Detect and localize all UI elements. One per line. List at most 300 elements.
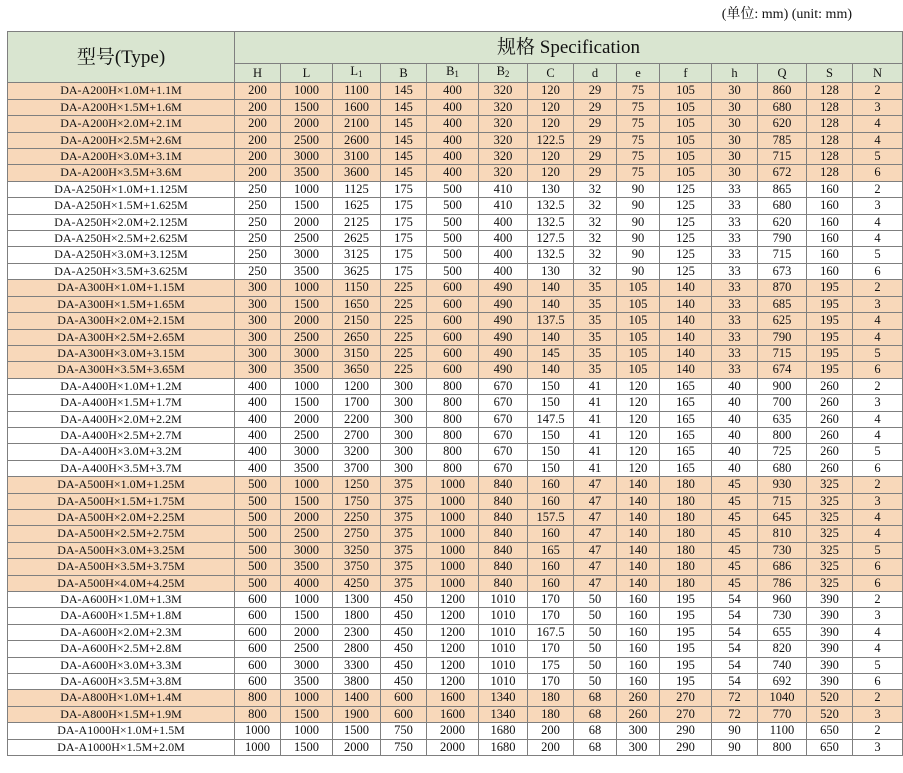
value-cell: 3 [853, 198, 903, 214]
value-cell: 35 [574, 362, 617, 378]
value-cell: 5 [853, 247, 903, 263]
table-row [8, 641, 903, 657]
value-cell: 40 [712, 378, 758, 394]
value-cell: 180 [660, 509, 712, 525]
header-row-1 [8, 32, 903, 64]
value-cell: 390 [807, 592, 853, 608]
model-cell: DA-A300H×2.0M+2.15M [8, 313, 235, 329]
value-cell: 2000 [281, 313, 333, 329]
value-cell: 400 [427, 132, 479, 148]
value-cell: 490 [479, 296, 528, 312]
value-cell: 32 [574, 231, 617, 247]
value-cell: 1340 [479, 706, 528, 722]
value-cell: 3750 [333, 559, 381, 575]
value-cell: 30 [712, 83, 758, 99]
value-cell: 375 [381, 477, 427, 493]
value-cell: 165 [660, 444, 712, 460]
value-cell: 120 [617, 460, 660, 476]
value-cell: 1010 [479, 624, 528, 640]
value-cell: 54 [712, 592, 758, 608]
value-cell: 5 [853, 542, 903, 558]
value-cell: 770 [758, 706, 807, 722]
value-cell: 200 [528, 723, 574, 739]
value-cell: 520 [807, 706, 853, 722]
value-cell: 740 [758, 657, 807, 673]
model-cell: DA-A500H×3.0M+3.25M [8, 542, 235, 558]
value-cell: 500 [235, 542, 281, 558]
model-cell: DA-A500H×2.0M+2.25M [8, 509, 235, 525]
value-cell: 3000 [281, 345, 333, 361]
value-cell: 40 [712, 395, 758, 411]
table-row [8, 444, 903, 460]
value-cell: 325 [807, 493, 853, 509]
value-cell: 4 [853, 509, 903, 525]
column-header-subscript: 1 [454, 69, 459, 79]
value-cell: 40 [712, 411, 758, 427]
value-cell: 122.5 [528, 132, 574, 148]
value-cell: 29 [574, 165, 617, 181]
table-row [8, 198, 903, 214]
value-cell: 260 [807, 378, 853, 394]
value-cell: 1000 [281, 592, 333, 608]
value-cell: 41 [574, 411, 617, 427]
value-cell: 195 [807, 345, 853, 361]
value-cell: 90 [617, 263, 660, 279]
model-cell: DA-A600H×2.0M+2.3M [8, 624, 235, 640]
value-cell: 270 [660, 706, 712, 722]
value-cell: 670 [479, 427, 528, 443]
value-cell: 4 [853, 427, 903, 443]
value-cell: 128 [807, 149, 853, 165]
model-cell: DA-A250H×1.0M+1.125M [8, 181, 235, 197]
value-cell: 2000 [427, 723, 479, 739]
value-cell: 140 [660, 313, 712, 329]
value-cell: 400 [479, 247, 528, 263]
column-header [758, 64, 807, 83]
value-cell: 3600 [333, 165, 381, 181]
value-cell: 75 [617, 116, 660, 132]
value-cell: 165 [660, 378, 712, 394]
value-cell: 145 [528, 345, 574, 361]
value-cell: 840 [479, 542, 528, 558]
value-cell: 3250 [333, 542, 381, 558]
value-cell: 300 [381, 378, 427, 394]
value-cell: 68 [574, 690, 617, 706]
value-cell: 45 [712, 575, 758, 591]
value-cell: 35 [574, 280, 617, 296]
value-cell: 170 [528, 592, 574, 608]
value-cell: 400 [427, 99, 479, 115]
value-cell: 54 [712, 674, 758, 690]
value-cell: 673 [758, 263, 807, 279]
value-cell: 127.5 [528, 231, 574, 247]
value-cell: 120 [528, 99, 574, 115]
value-cell: 4 [853, 313, 903, 329]
value-cell: 700 [758, 395, 807, 411]
value-cell: 165 [528, 542, 574, 558]
value-cell: 157.5 [528, 509, 574, 525]
table-row [8, 690, 903, 706]
column-header-label: e [635, 65, 641, 80]
table-row [8, 460, 903, 476]
value-cell: 600 [427, 362, 479, 378]
value-cell: 160 [528, 477, 574, 493]
value-cell: 620 [758, 214, 807, 230]
value-cell: 1400 [333, 690, 381, 706]
value-cell: 128 [807, 132, 853, 148]
column-header-label: B [446, 64, 455, 78]
value-cell: 1100 [758, 723, 807, 739]
table-row [8, 345, 903, 361]
value-cell: 32 [574, 198, 617, 214]
value-cell: 160 [617, 608, 660, 624]
value-cell: 840 [479, 493, 528, 509]
value-cell: 105 [617, 329, 660, 345]
value-cell: 810 [758, 526, 807, 542]
value-cell: 105 [660, 83, 712, 99]
value-cell: 325 [807, 559, 853, 575]
value-cell: 35 [574, 296, 617, 312]
value-cell: 180 [528, 706, 574, 722]
value-cell: 320 [479, 99, 528, 115]
value-cell: 1010 [479, 657, 528, 673]
value-cell: 600 [427, 296, 479, 312]
value-cell: 750 [381, 739, 427, 755]
model-cell: DA-A200H×2.5M+2.6M [8, 132, 235, 148]
value-cell: 29 [574, 149, 617, 165]
value-cell: 390 [807, 657, 853, 673]
column-header [427, 64, 479, 83]
value-cell: 400 [235, 378, 281, 394]
value-cell: 320 [479, 132, 528, 148]
value-cell: 325 [807, 526, 853, 542]
value-cell: 390 [807, 624, 853, 640]
value-cell: 2 [853, 592, 903, 608]
value-cell: 800 [758, 739, 807, 755]
value-cell: 145 [381, 116, 427, 132]
value-cell: 30 [712, 165, 758, 181]
value-cell: 180 [660, 542, 712, 558]
value-cell: 1200 [427, 608, 479, 624]
value-cell: 35 [574, 313, 617, 329]
column-header [660, 64, 712, 83]
value-cell: 140 [617, 493, 660, 509]
value-cell: 725 [758, 444, 807, 460]
value-cell: 1000 [427, 575, 479, 591]
value-cell: 1680 [479, 739, 528, 755]
value-cell: 600 [235, 592, 281, 608]
model-cell: DA-A1000H×1.5M+2.0M [8, 739, 235, 755]
value-cell: 145 [381, 83, 427, 99]
value-cell: 1500 [281, 99, 333, 115]
value-cell: 3 [853, 739, 903, 755]
value-cell: 800 [758, 427, 807, 443]
value-cell: 2650 [333, 329, 381, 345]
value-cell: 1900 [333, 706, 381, 722]
value-cell: 29 [574, 99, 617, 115]
value-cell: 300 [617, 723, 660, 739]
model-cell: DA-A400H×1.5M+1.7M [8, 395, 235, 411]
value-cell: 390 [807, 608, 853, 624]
value-cell: 300 [617, 739, 660, 755]
value-cell: 4000 [281, 575, 333, 591]
value-cell: 41 [574, 460, 617, 476]
value-cell: 140 [617, 559, 660, 575]
value-cell: 650 [807, 739, 853, 755]
value-cell: 1150 [333, 280, 381, 296]
specification-header: 规格 Specification [235, 32, 903, 64]
table-row [8, 477, 903, 493]
value-cell: 1800 [333, 608, 381, 624]
value-cell: 33 [712, 329, 758, 345]
column-header [281, 64, 333, 83]
value-cell: 41 [574, 395, 617, 411]
value-cell: 3800 [333, 674, 381, 690]
value-cell: 620 [758, 116, 807, 132]
value-cell: 325 [807, 477, 853, 493]
table-row [8, 296, 903, 312]
column-header-label: B [399, 65, 408, 80]
value-cell: 2 [853, 378, 903, 394]
value-cell: 800 [427, 427, 479, 443]
table-row [8, 165, 903, 181]
value-cell: 320 [479, 83, 528, 99]
model-cell: DA-A400H×2.5M+2.7M [8, 427, 235, 443]
value-cell: 45 [712, 493, 758, 509]
value-cell: 90 [712, 723, 758, 739]
value-cell: 140 [528, 280, 574, 296]
value-cell: 2000 [427, 739, 479, 755]
value-cell: 195 [660, 592, 712, 608]
value-cell: 270 [660, 690, 712, 706]
value-cell: 3 [853, 493, 903, 509]
value-cell: 200 [235, 165, 281, 181]
value-cell: 4 [853, 214, 903, 230]
value-cell: 790 [758, 231, 807, 247]
column-header-label: Q [777, 65, 787, 80]
value-cell: 30 [712, 132, 758, 148]
value-cell: 33 [712, 362, 758, 378]
column-header [807, 64, 853, 83]
value-cell: 3 [853, 706, 903, 722]
column-header-subscript: 2 [504, 69, 510, 79]
value-cell: 860 [758, 83, 807, 99]
value-cell: 680 [758, 460, 807, 476]
value-cell: 54 [712, 608, 758, 624]
value-cell: 300 [381, 460, 427, 476]
table-row [8, 313, 903, 329]
value-cell: 35 [574, 329, 617, 345]
value-cell: 68 [574, 723, 617, 739]
value-cell: 68 [574, 739, 617, 755]
value-cell: 140 [617, 542, 660, 558]
table-row [8, 149, 903, 165]
value-cell: 4 [853, 526, 903, 542]
value-cell: 225 [381, 296, 427, 312]
value-cell: 320 [479, 149, 528, 165]
value-cell: 2300 [333, 624, 381, 640]
value-cell: 450 [381, 641, 427, 657]
value-cell: 450 [381, 657, 427, 673]
value-cell: 160 [807, 181, 853, 197]
value-cell: 105 [660, 132, 712, 148]
value-cell: 170 [528, 674, 574, 690]
value-cell: 800 [427, 395, 479, 411]
table-row [8, 280, 903, 296]
value-cell: 200 [235, 149, 281, 165]
value-cell: 33 [712, 345, 758, 361]
value-cell: 180 [660, 526, 712, 542]
table-row [8, 411, 903, 427]
value-cell: 490 [479, 329, 528, 345]
value-cell: 33 [712, 296, 758, 312]
value-cell: 2800 [333, 641, 381, 657]
table-row [8, 509, 903, 525]
value-cell: 730 [758, 608, 807, 624]
value-cell: 250 [235, 181, 281, 197]
value-cell: 32 [574, 214, 617, 230]
value-cell: 500 [235, 477, 281, 493]
value-cell: 4 [853, 641, 903, 657]
value-cell: 140 [617, 575, 660, 591]
value-cell: 2100 [333, 116, 381, 132]
value-cell: 3000 [281, 247, 333, 263]
value-cell: 930 [758, 477, 807, 493]
table-row [8, 329, 903, 345]
value-cell: 120 [617, 427, 660, 443]
model-cell: DA-A250H×1.5M+1.625M [8, 198, 235, 214]
value-cell: 33 [712, 181, 758, 197]
value-cell: 692 [758, 674, 807, 690]
value-cell: 1000 [281, 181, 333, 197]
value-cell: 105 [660, 149, 712, 165]
table-row [8, 723, 903, 739]
value-cell: 195 [660, 624, 712, 640]
value-cell: 35 [574, 345, 617, 361]
value-cell: 490 [479, 313, 528, 329]
model-cell: DA-A200H×2.0M+2.1M [8, 116, 235, 132]
value-cell: 125 [660, 181, 712, 197]
value-cell: 195 [807, 313, 853, 329]
value-cell: 160 [528, 559, 574, 575]
value-cell: 2150 [333, 313, 381, 329]
value-cell: 47 [574, 477, 617, 493]
column-header [574, 64, 617, 83]
value-cell: 2 [853, 690, 903, 706]
column-header-label: L [302, 65, 311, 80]
model-cell: DA-A250H×2.5M+2.625M [8, 231, 235, 247]
value-cell: 1000 [427, 477, 479, 493]
value-cell: 90 [617, 231, 660, 247]
value-cell: 1680 [479, 723, 528, 739]
value-cell: 47 [574, 526, 617, 542]
value-cell: 400 [427, 149, 479, 165]
value-cell: 90 [712, 739, 758, 755]
value-cell: 2 [853, 83, 903, 99]
column-header-label: h [731, 65, 738, 80]
value-cell: 200 [235, 132, 281, 148]
value-cell: 180 [528, 690, 574, 706]
value-cell: 1340 [479, 690, 528, 706]
value-cell: 400 [235, 395, 281, 411]
value-cell: 670 [479, 460, 528, 476]
value-cell: 1000 [427, 509, 479, 525]
value-cell: 250 [235, 214, 281, 230]
model-cell: DA-A800H×1.5M+1.9M [8, 706, 235, 722]
value-cell: 30 [712, 149, 758, 165]
value-cell: 195 [807, 329, 853, 345]
value-cell: 105 [617, 313, 660, 329]
value-cell: 300 [235, 280, 281, 296]
value-cell: 450 [381, 592, 427, 608]
value-cell: 72 [712, 706, 758, 722]
value-cell: 200 [235, 83, 281, 99]
value-cell: 390 [807, 641, 853, 657]
value-cell: 40 [712, 460, 758, 476]
value-cell: 300 [381, 395, 427, 411]
value-cell: 180 [660, 575, 712, 591]
value-cell: 1200 [427, 592, 479, 608]
model-cell: DA-A400H×1.0M+1.2M [8, 378, 235, 394]
value-cell: 75 [617, 99, 660, 115]
value-cell: 750 [381, 723, 427, 739]
value-cell: 195 [660, 674, 712, 690]
value-cell: 840 [479, 559, 528, 575]
value-cell: 180 [660, 477, 712, 493]
value-cell: 715 [758, 247, 807, 263]
column-header-label: N [873, 65, 883, 80]
table-row [8, 181, 903, 197]
value-cell: 3500 [281, 674, 333, 690]
column-header-label: f [683, 65, 688, 80]
value-cell: 105 [617, 296, 660, 312]
model-cell: DA-A200H×1.0M+1.1M [8, 83, 235, 99]
value-cell: 200 [235, 99, 281, 115]
value-cell: 140 [528, 296, 574, 312]
column-header-label: B [496, 64, 505, 78]
table-row [8, 395, 903, 411]
value-cell: 1650 [333, 296, 381, 312]
value-cell: 715 [758, 493, 807, 509]
value-cell: 145 [381, 165, 427, 181]
value-cell: 1500 [333, 723, 381, 739]
value-cell: 6 [853, 575, 903, 591]
value-cell: 3100 [333, 149, 381, 165]
value-cell: 840 [479, 575, 528, 591]
table-row [8, 247, 903, 263]
value-cell: 3 [853, 296, 903, 312]
value-cell: 5 [853, 657, 903, 673]
value-cell: 90 [617, 247, 660, 263]
model-cell: DA-A400H×3.0M+3.2M [8, 444, 235, 460]
model-cell: DA-A500H×2.5M+2.75M [8, 526, 235, 542]
value-cell: 128 [807, 116, 853, 132]
value-cell: 800 [427, 411, 479, 427]
value-cell: 41 [574, 427, 617, 443]
value-cell: 195 [660, 641, 712, 657]
value-cell: 175 [381, 214, 427, 230]
value-cell: 145 [381, 99, 427, 115]
value-cell: 670 [479, 411, 528, 427]
value-cell: 137.5 [528, 313, 574, 329]
value-cell: 75 [617, 149, 660, 165]
value-cell: 960 [758, 592, 807, 608]
model-cell: DA-A200H×1.5M+1.6M [8, 99, 235, 115]
value-cell: 195 [660, 608, 712, 624]
model-cell: DA-A250H×2.0M+2.125M [8, 214, 235, 230]
value-cell: 450 [381, 674, 427, 690]
value-cell: 1000 [235, 723, 281, 739]
